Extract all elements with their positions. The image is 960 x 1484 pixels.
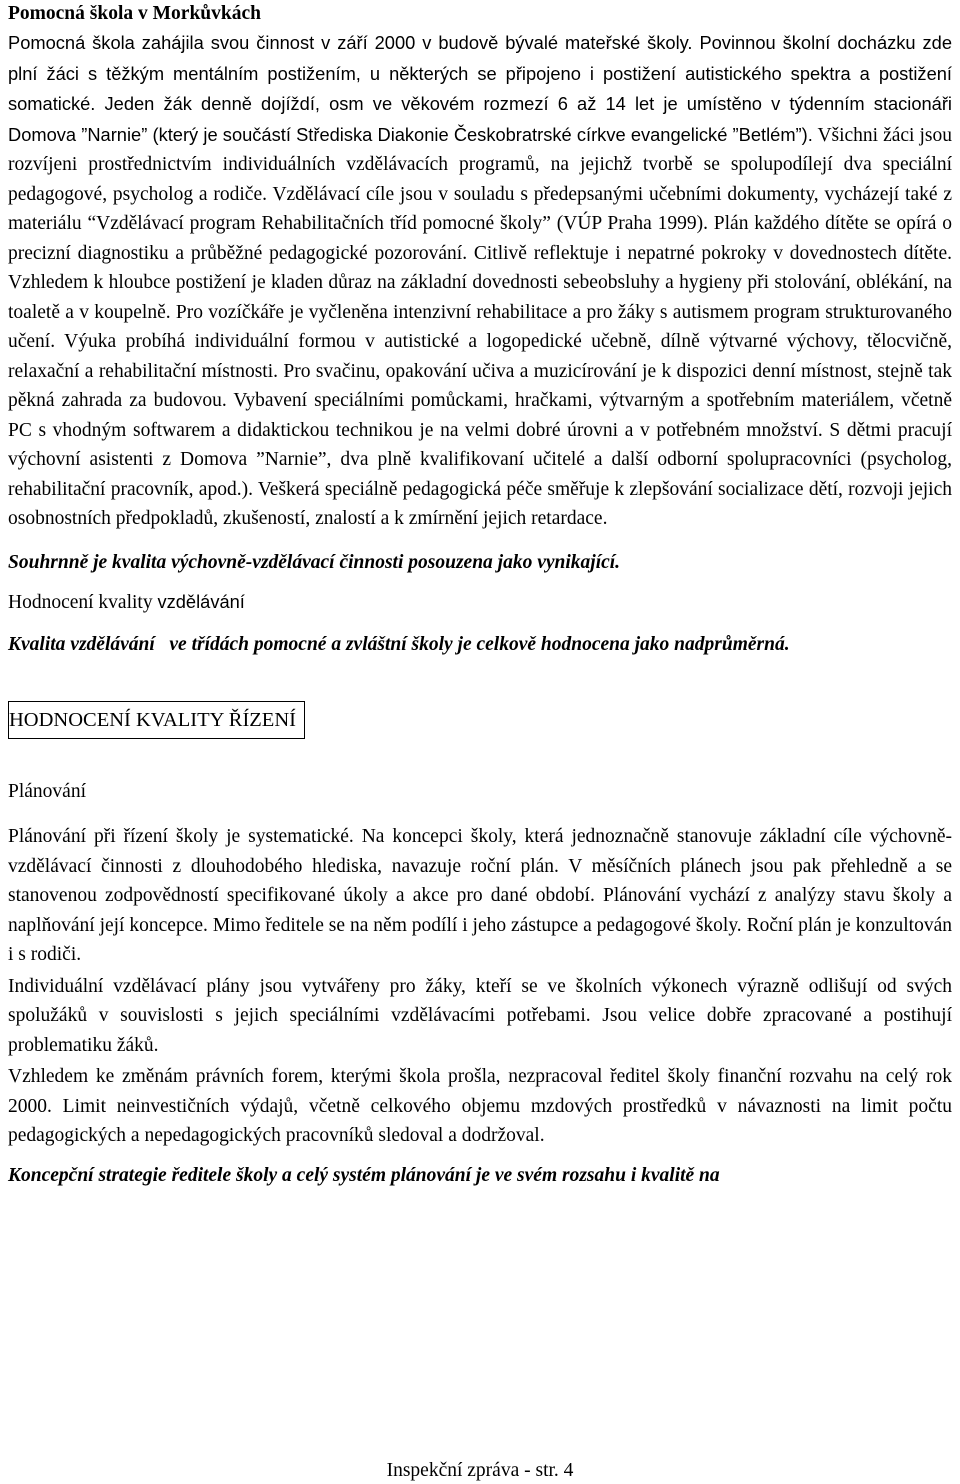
intro-sans-text: Pomocná škola zahájila svou činnost v září 2000 v budově bývalé mateřské školy. Povinnou školní docházku zde plní žáci s těžkým mentálním postižením, u některých se připojeno i postižení autistického spektra a postižení somatické. Jeden žák denně dojíždí, osm ve věkovém rozmezí 6 až 14 let je umístěno v týdenním stacionáři Domova ”Narnie” (který je součástí Střediska Diakonie Českobratrské církve evangelické ”Betlém”). [8, 32, 952, 145]
quality-education-text: Kvalita vzdělávání ve třídách pomocné a zvláštní školy je celkově hodnocena jako nadprůměrná. [8, 633, 790, 655]
intro-paragraph [8, 28, 952, 534]
management-section-heading: HODNOCENÍ KVALITY ŘÍZENÍ [8, 701, 305, 739]
quality-heading-part1: Hodnocení kvality [8, 592, 158, 613]
planning-paragraph-3: Vzhledem ke změnám právních forem, kterými škola prošla, nezpracoval ředitel školy finanční rozvahu na celý rok 2000. Limit neinvestičních výdajů, včetně celkového objemu mzdových prostředků v návaznosti na limit počtu pedagogických a nepedagogických pracovníků sledoval a dodržoval. [8, 1066, 952, 1146]
quality-education-heading [8, 587, 952, 618]
planning-paragraph-1: Plánování při řízení školy je systematické. Na koncepci školy, která jednoznačně stanovuje základní cíle výchovně-vzdělávací činnosti z dlouhodobého hlediska, navazuje roční plán. V měsíčních plánech jsou pak přehledně a se stanovenou zodpovědností specifikované úkoly a akce pro dané období. Plánování vychází z analýzy stavu školy a naplňování její koncepce. Mimo ředitele se na něm podílí i jeho zástupce a pedagogové školy. Roční plán je konzultován i s rodiči. [8, 826, 952, 965]
education-conclusion: Souhrnně je kvalita výchovně-vzdělávací činnosti posouzena jako vynikající. [8, 551, 621, 573]
intro-serif-text: Všichni žáci jsou rozvíjeni prostřednictvím individuálních vzdělávacích programů, na jejichž tvorbě se spolupodílejí dva speciální pedagogové, psycholog a rodiče. Vzdělávací cíle jsou v souladu s předepsanými učebními dokumenty, vycházejí také z materiálu “Vzdělávací program Rehabilitačních tříd pomocné školy” (VÚP Praha 1999). Plán každého dítěte se opírá o precizní diagnostiku a průběžné pedagogické pozorování. Citlivě reflektuje i nepatrné pokroky v dovednostech dítěte. Vzhledem k hloubce postižení je kladen důraz na základní dovednosti sebeobsluhy a hygieny při stolování, oblékání, na toaletě a v koupelně. Pro vozíčkáře je vyčleněna intenzivní rehabilitace a pro žáky s autismem program strukturovaného učení. Výuka probíhá individuální formou v autistické a logopedické učebně, dílně výtvarné výchovy, tělocvičně, relaxační a rehabilitační místnosti. Pro svačinu, opakování učiva a muzicírování je k dispozici denní místnost, stejně tak pěkná zahrada za budovou. Vybavení speciálními pomůckami, hračkami, výtvarným a spotřebním materiálem, včetně PC s vhodným softwarem a didaktickou technikou je na velmi dobré úrovni a v potřebném množství. S dětmi pracují výchovní asistenti z Domova ”Narnie”, dva plně kvalifikovaní učitelé a další odborní spolupracovníci (psycholog, rehabilitační pracovník, apod.). Veškerá speciálně pedagogická péče směřuje k zlepšování socializace dětí, rozvoji jejich osobnostních předpokladů, zkušeností, znalostí a k zmírnění jejich retardace. [8, 124, 952, 529]
planning-heading: Plánování [8, 780, 86, 802]
school-heading: Pomocná škola v Morkůvkách [8, 3, 261, 24]
document-page [8, 0, 952, 1190]
planning-paragraph-2: Individuální vzdělávací plány jsou vytvářeny pro žáky, kteří se ve školních výkonech výrazně odlišují od svých spolužáků v souvislosti s jejich speciálními vzdělávacími potřebami. Jsou velice dobře zpracované a postihují problematiku žáků. [8, 975, 952, 1056]
quality-heading-part2: vzdělávání [157, 591, 245, 612]
page-footer: Inspekční zpráva - str. 4 [386, 1460, 574, 1481]
planning-final-statement: Koncepční strategie ředitele školy a celý systém plánování je ve svém rozsahu i kvalitě na [8, 1164, 720, 1186]
